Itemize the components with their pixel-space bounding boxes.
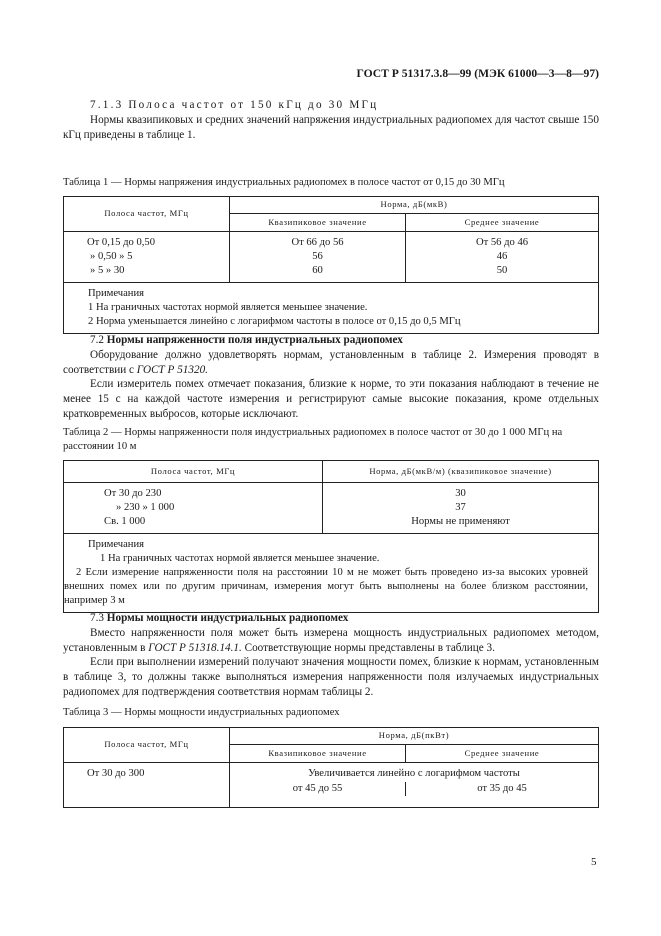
table3-col-norm: Норма, дБ(пкВт)	[230, 728, 599, 745]
table3-band: От 30 до 300	[64, 763, 230, 808]
table1-band-1: От 0,15 до 0,50	[87, 237, 155, 248]
section-7-3-num: 7.3	[90, 612, 104, 624]
table1-qp-3: 60	[312, 264, 323, 276]
table1-avg-3: 50	[496, 264, 508, 276]
table2-col-norm: Норма, дБ(мкВ/м) (квазипиковое значение)	[323, 461, 599, 483]
table1-col-qp: Квазипиковое значение	[230, 214, 406, 232]
table3-qp-value: от 45 до 55	[292, 782, 343, 794]
section-7-1-3-text: Нормы квазипиковых и средних значений напряжения индустриальных радиопомех для частот свыше 150 кГц приведены в таблице 1.	[63, 113, 599, 141]
table2	[63, 460, 599, 613]
table1-band-2: » 0,50 » 5	[90, 250, 133, 262]
section-7-1-3	[63, 98, 599, 142]
table3-avg-value: от 35 до 45	[405, 782, 598, 796]
table3-values	[230, 763, 599, 808]
table2-norm-1: 30	[455, 488, 466, 499]
table1-qp-2: 56	[312, 250, 323, 262]
table2-norm-3: Нормы не применяют	[411, 515, 510, 527]
section-7-3-title: Нормы мощности индустриальных радиопомех	[106, 612, 349, 624]
table2-note-1: 1 На граничных частотах нормой является меньшее значение.	[100, 552, 380, 564]
section-7-3-p1-end: Соответствующие нормы представлены в таблице 3.	[244, 641, 495, 654]
table2-band-3: Св. 1 000	[104, 515, 146, 527]
table1-qp-1: От 66 до 56	[291, 237, 344, 248]
table1-note-1: 1 На граничных частотах нормой является меньшее значение.	[88, 301, 368, 313]
table1-avg-2: 46	[496, 250, 508, 262]
table1-notes-title: Примечания	[88, 287, 144, 299]
section-7-3	[63, 611, 599, 700]
table1-caption-block	[63, 176, 599, 190]
table1-col-avg: Среднее значение	[406, 214, 599, 232]
table3-block	[63, 727, 599, 808]
table2-notes	[64, 533, 599, 612]
table3-caption: Таблица 3 — Нормы мощности индустриальных радиопомех	[63, 707, 340, 718]
table2-norm-2: 37	[455, 501, 466, 513]
table2-band-2: » 230 » 1 000	[116, 501, 175, 513]
section-7-2-title: Нормы напряженности поля индустриальных радиопомех	[106, 334, 403, 346]
table2-block	[63, 460, 599, 613]
section-7-2-p1: Оборудование должно удовлетворять нормам, установленным в таблице 2. Измерения проводят в соответствии с	[63, 348, 599, 376]
section-7-3-p2: Если при выполнении измерений получают значения мощности помех, близкие к нормам, установленным в таблице 3, то должны также выполняться измерения напряженности поля излучаемых индустриальных радиопомех для подтверждения соответствия нормам таблицы 2.	[63, 656, 599, 698]
table3-col-avg: Среднее значение	[406, 745, 599, 763]
table2-caption-block	[63, 426, 599, 454]
table1-band-3: » 5 » 30	[90, 264, 125, 276]
table3-col-band: Полоса частот, МГц	[64, 728, 230, 763]
table1-note-2: 2 Норма уменьшается линейно с логарифмом частоты в полосе от 0,15 до 0,5 МГц	[88, 315, 461, 327]
section-7-2	[63, 333, 599, 422]
table3	[63, 727, 599, 808]
section-7-2-p2: Если измеритель помех отмечает показания, близкие к норме, то эти показания наблюдают в течение не менее 15 с на каждой частоте измерения и регистрируют самые высокие показания, кроме отдельных кратковременных выбросов, которые исключают.	[63, 378, 599, 420]
table1-notes	[64, 282, 599, 333]
table1-avg-1: От 56 до 46	[475, 237, 529, 248]
table1-col-band: Полоса частот, МГц	[64, 197, 230, 232]
table2-band-1: От 30 до 230	[104, 488, 162, 499]
section-7-3-p1: Вместо напряженности поля может быть измерена мощность индустриальных радиопомех методом, установленным в	[63, 626, 599, 654]
table1	[63, 196, 599, 334]
table1-block	[63, 196, 599, 334]
table2-note-2: 2 Если измерение напряженности поля на расстоянии 10 м не может быть проведено из-за высоких уровней внешних помех или по другим причинам, измерения могут быть выполнены на более близком расстоянии, например 3 м	[64, 566, 588, 606]
document-header: ГОСТ Р 51317.3.8—99 (МЭК 61000—3—8—97)	[356, 67, 599, 80]
table2-notes-title: Примечания	[88, 538, 144, 550]
table1-caption: Таблица 1 — Нормы напряжения индустриальных радиопомех в полосе частот от 0,15 до 30 МГц	[63, 177, 505, 188]
table2-col-band: Полоса частот, МГц	[64, 461, 323, 483]
gost-51320-ref: ГОСТ Р 51320.	[136, 363, 208, 376]
table1-col-norm: Норма, дБ(мкВ)	[230, 197, 599, 214]
page-number: 5	[591, 856, 597, 868]
table2-caption: Таблица 2 — Нормы напряженности поля индустриальных радиопомех в полосе частот от 30 до 1 000 МГц на расстоянии 10 м	[63, 427, 563, 452]
table3-col-qp: Квазипиковое значение	[230, 745, 406, 763]
gost-51318-ref: ГОСТ Р 51318.14.1.	[148, 641, 242, 654]
section-7-1-3-heading: 7.1.3 Полоса частот от 150 кГц до 30 МГц	[90, 99, 379, 111]
section-7-2-num: 7.2	[90, 334, 104, 346]
table3-span-text: Увеличивается линейно с логарифмом частоты	[308, 768, 520, 779]
table3-caption-block	[63, 706, 599, 720]
